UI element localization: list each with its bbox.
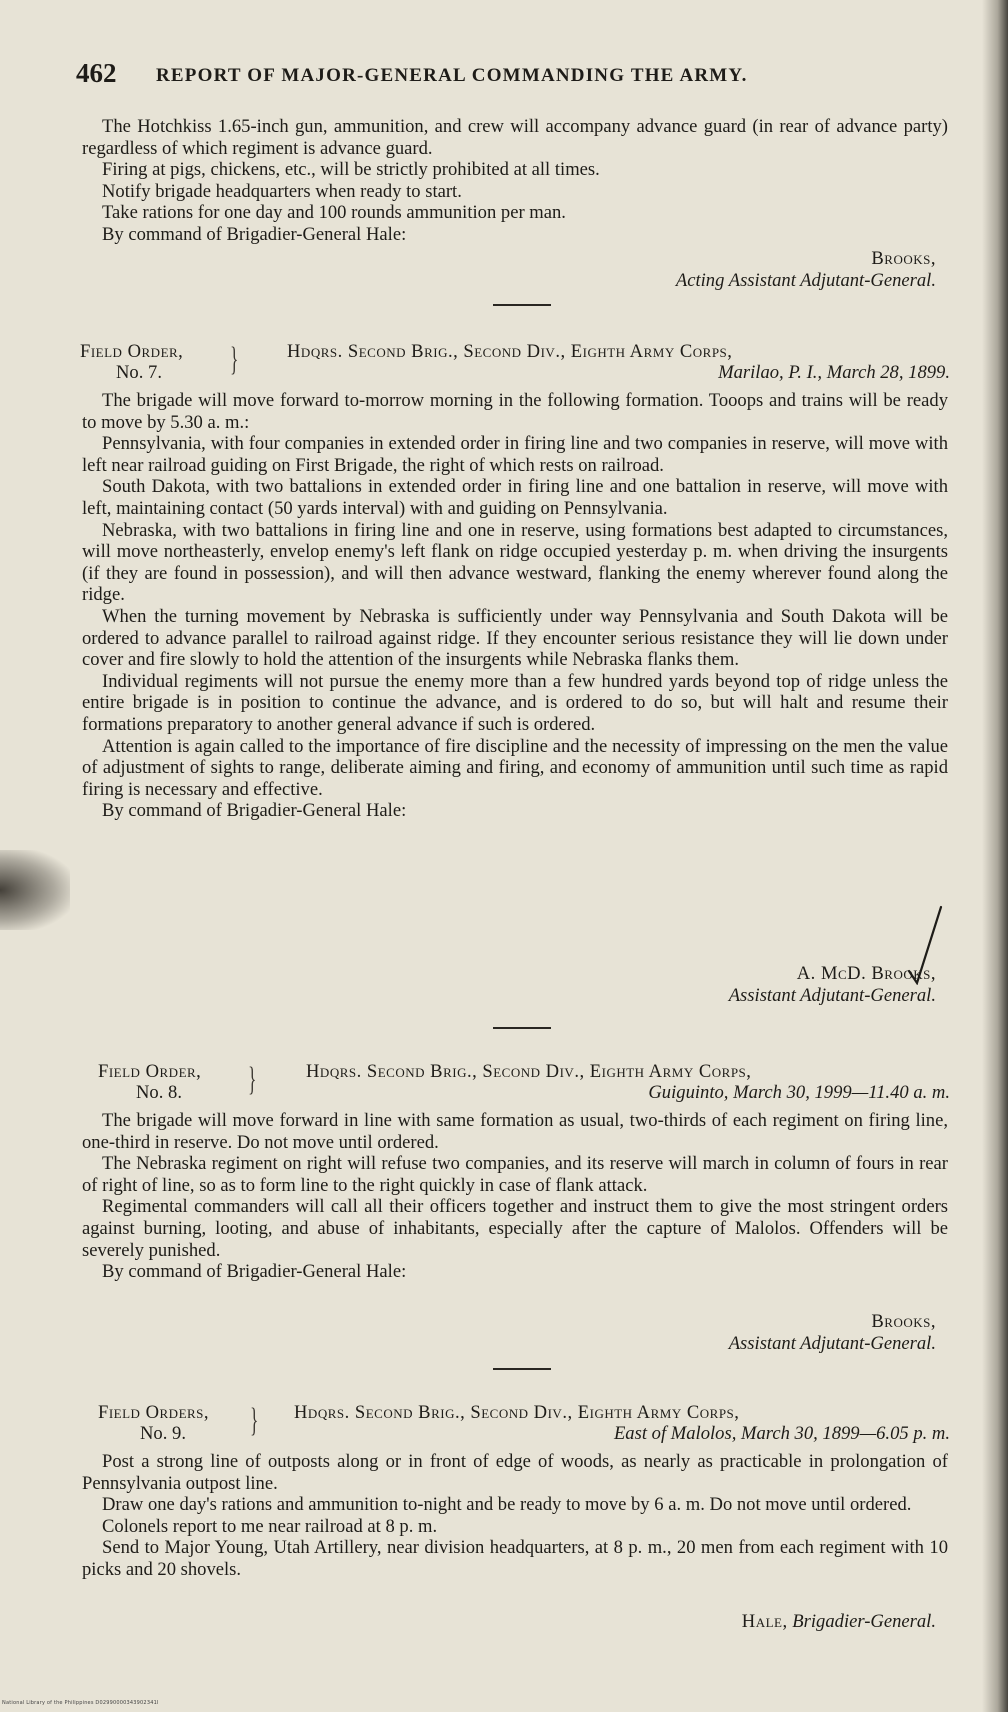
signature-name: Brooks,	[871, 1311, 936, 1332]
command-line: By command of Brigadier-General Hale:	[102, 800, 407, 822]
brace-glyph: }	[250, 1402, 259, 1439]
command-line: By command of Brigadier-General Hale:	[102, 1261, 407, 1283]
place-date: Marilao, P. I., March 28, 1899.	[718, 362, 950, 383]
order-8-heading	[80, 1061, 950, 1107]
paragraph: Regimental commanders will call all their officers together and instruct them to give the most stringent orders against burning, looting, and abuse of inhabitants, especially after the capture of Malolos. Offenders will be severely punished.	[82, 1196, 948, 1261]
command-line: By command of Brigadier-General Hale:	[102, 223, 407, 245]
paragraph: Draw one day's rations and ammunition to-night and be ready to move by 6 a. m. Do not move until ordered.	[102, 1494, 912, 1516]
paragraph: The brigade will move forward to-morrow morning in the following formation. Tooops and trains will be ready to move by 5.30 a. m.:	[82, 390, 948, 433]
section-divider	[493, 1368, 551, 1370]
page-edge-shadow	[982, 0, 1008, 1712]
brace-glyph: }	[230, 341, 239, 378]
signature-block	[729, 1311, 936, 1355]
paragraph: The Nebraska regiment on right will refuse two companies, and its reserve will march in column of fours in rear of right of line, so as to form line to the right quickly in case of flank attack.	[82, 1153, 948, 1196]
paragraph: Notify brigade headquarters when ready to start.	[102, 180, 462, 202]
signature-title: Acting Assistant Adjutant-General.	[675, 270, 936, 291]
handwritten-checkmark	[905, 905, 945, 985]
order-6-tail-body	[82, 116, 948, 246]
paragraph: Pennsylvania, with four companies in extended order in firing line and two companies in reserve, will move with left near railroad guiding on First Brigade, the right of which rests on railroad.	[82, 433, 948, 476]
order-7-heading	[80, 341, 950, 387]
signature-name: A. McD. Brooks,	[796, 963, 936, 984]
paragraph: Send to Major Young, Utah Artillery, near division headquarters, at 8 p. m., 20 men from each regiment with 10 picks and 20 shovels.	[82, 1537, 948, 1580]
signature-block	[742, 1611, 936, 1633]
headquarters-line: Hdqrs. Second Brig., Second Div., Eighth Army Corps,	[287, 341, 733, 362]
paragraph: Attention is again called to the importance of fire discipline and the necessity of impressing on the men the value of adjustment of sights to range, deliberate aiming and firing, and economy of ammunition until such time as rapid firing is necessary and effective.	[82, 735, 948, 800]
headquarters-line: Hdqrs. Second Brig., Second Div., Eighth Army Corps,	[306, 1061, 752, 1082]
paragraph: South Dakota, with two battalions in extended order in firing line and one battalion in reserve, will move with left, maintaining contact (50 yards interval) with and guiding on Pennsylvania.	[82, 476, 948, 519]
order-7-body	[82, 390, 948, 822]
section-divider	[493, 304, 551, 306]
order-9-heading	[80, 1402, 950, 1448]
signature-name: Brooks,	[871, 248, 936, 269]
page-number: 462	[76, 58, 117, 88]
signature-title: Brigadier-General.	[792, 1611, 936, 1632]
signature-block	[676, 248, 936, 292]
paragraph: Take rations for one day and 100 rounds ammunition per man.	[102, 202, 566, 224]
page-header	[76, 58, 936, 98]
scan-smudge	[0, 850, 70, 930]
running-head: REPORT OF MAJOR-GENERAL COMMANDING THE ARMY.	[156, 65, 748, 86]
order-9-body	[82, 1451, 948, 1581]
brace-glyph: }	[248, 1061, 257, 1098]
headquarters-line: Hdqrs. Second Brig., Second Div., Eighth Army Corps,	[294, 1402, 740, 1423]
order-number: No. 7.	[116, 362, 162, 383]
order-label: Field Order,	[98, 1061, 202, 1082]
paragraph: Firing at pigs, chickens, etc., will be strictly prohibited at all times.	[102, 159, 600, 181]
order-label: Field Orders,	[98, 1402, 210, 1423]
paragraph: Post a strong line of outposts along or in front of edge of woods, as nearly as practicable in prolongation of Pennsylvania outpost line.	[82, 1451, 948, 1494]
paragraph: Individual regiments will not pursue the enemy more than a few hundred yards beyond top of ridge unless the entire brigade is in position to continue the advance, and is ordered to do so, but will halt and resume their formations preparatory to another general advance if such is ordered.	[82, 670, 948, 735]
order-8-body	[82, 1110, 948, 1283]
signature-title: Assistant Adjutant-General.	[728, 1333, 936, 1354]
paragraph: The Hotchkiss 1.65-inch gun, ammunition, and crew will accompany advance guard (in rear of advance party) regardless of which regiment is advance guard.	[82, 116, 948, 159]
section-divider	[493, 1027, 551, 1029]
signature-name: Hale,	[741, 1611, 788, 1632]
signature-title: Assistant Adjutant-General.	[728, 985, 936, 1006]
paragraph: When the turning movement by Nebraska is sufficiently under way Pennsylvania and South Dakota will be ordered to advance parallel to railroad against ridge. If they encounter serious resistance they will lie down under cover and fire slowly to hold the attention of the insurgents while Nebraska flanks them.	[82, 605, 948, 671]
order-number: No. 9.	[140, 1423, 186, 1444]
order-label: Field Order,	[80, 341, 184, 362]
order-number: No. 8.	[136, 1082, 182, 1103]
place-date: East of Malolos, March 30, 1899—6.05 p. m.	[613, 1423, 950, 1444]
place-date: Guiguinto, March 30, 1999—11.40 a. m.	[648, 1082, 950, 1103]
scan-credit: National Library of the Philippines D02990000343902341I	[2, 1700, 159, 1706]
paragraph: Colonels report to me near railroad at 8 p. m.	[102, 1515, 438, 1537]
paragraph: Nebraska, with two battalions in firing line and one in reserve, using formations best adapted to circumstances, will move northeasterly, envelop enemy's left flank on ridge occupied yesterday p. m. when driving the insurgents (if they are found in possession), and will then advance westward, flanking the enemy wherever found along the ridge.	[82, 519, 948, 606]
paragraph: The brigade will move forward in line with same formation as usual, two-thirds of each regiment on firing line, one-third in reserve. Do not move until ordered.	[82, 1110, 948, 1153]
